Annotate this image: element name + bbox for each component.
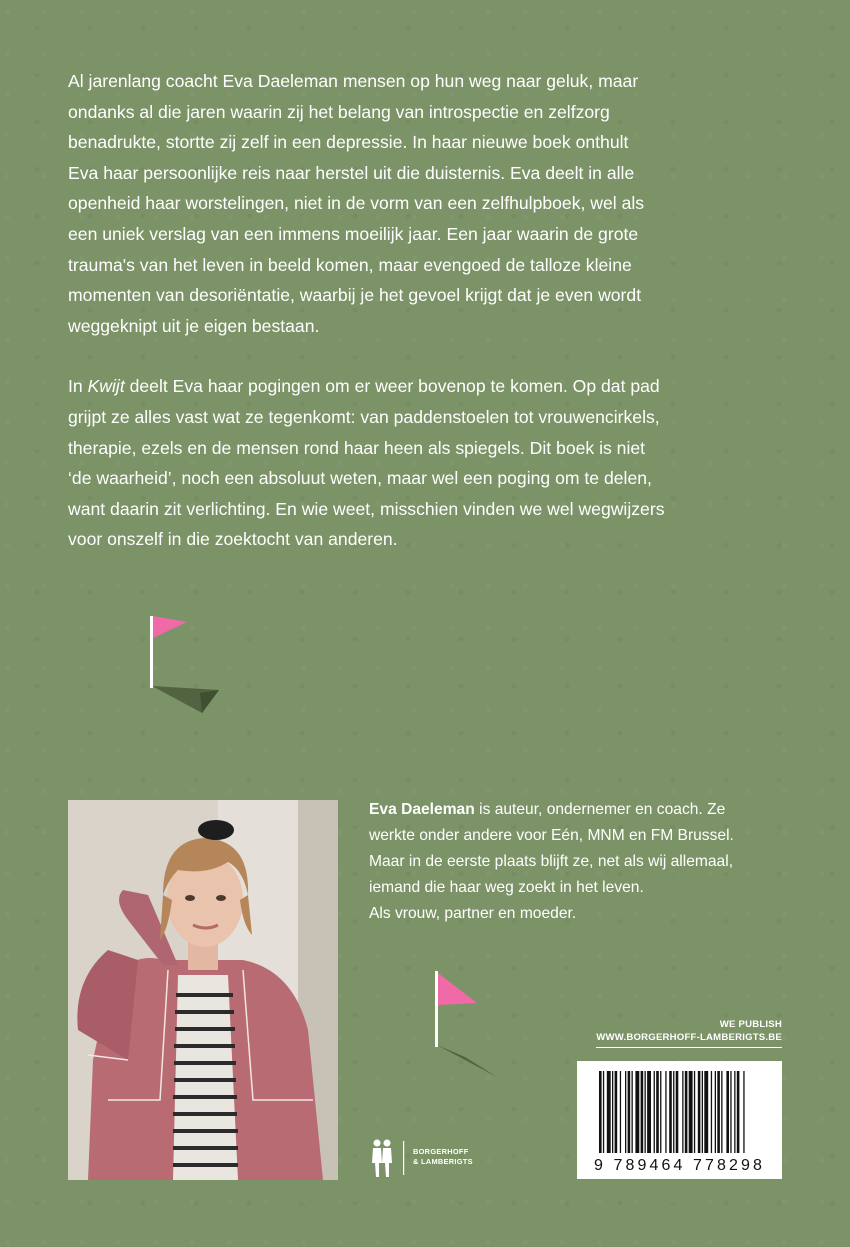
barcode-bar (654, 1071, 655, 1153)
blurb-line: openheid haar worstelingen, niet in de vorm van een zelfhulpboek, wel als (68, 193, 645, 214)
barcode-bar (698, 1071, 701, 1153)
divider (596, 1047, 782, 1048)
publisher-logo (365, 1137, 505, 1179)
bio-line: Als vrouw, partner en moeder. (369, 905, 577, 922)
barcode-bar (660, 1071, 661, 1153)
barcode-bar (603, 1071, 604, 1153)
blurb-line: therapie, ezels en de mensen rond haar heen als spiegels. Dit boek is niet (68, 437, 646, 458)
barcode-bar (676, 1071, 679, 1153)
barcode-bar (726, 1071, 729, 1153)
bio-line: Maar in de eerste plaats blijft ze, net als wij allemaal, (369, 853, 734, 870)
barcode-bar (737, 1071, 740, 1153)
blurb-line: benadrukte, stortte zij zelf in een depressie. In haar nieuwe boek onthult (68, 132, 629, 153)
publisher-info (596, 1018, 782, 1048)
barcode-bar (647, 1071, 651, 1153)
barcode-bar (615, 1071, 618, 1153)
flag-icon (425, 965, 515, 1085)
author-name: Eva Daeleman (369, 801, 475, 818)
blurb-in: In (68, 376, 88, 397)
blurb-paragraph-1 (68, 66, 788, 341)
barcode-bar (689, 1071, 693, 1153)
barcode-bar (632, 1071, 633, 1153)
publisher-name-line1: BORGERHOFF (413, 1147, 469, 1156)
publisher-name-line2: & LAMBERIGTS (413, 1156, 473, 1166)
barcode-bar (694, 1071, 695, 1153)
blurb-line: ondanks al die jaren waarin zij het belang van introspectie en zelfzorg (68, 101, 610, 122)
blurb-line: momenten van desoriëntatie, waarbij je het gevoel krijgt dat je even wordt (68, 285, 642, 306)
blurb-line: trauma's van het leven in beeld komen, maar evengoed de talloze kleine (68, 254, 632, 275)
barcode-bar (669, 1071, 672, 1153)
blurb-line: deelt Eva haar pogingen om er weer bovenop te komen. Op dat pad (124, 376, 660, 397)
publisher-tagline: WE PUBLISH (719, 1019, 782, 1030)
barcode-bar (599, 1071, 602, 1153)
blurb-line: Al jarenlang coacht Eva Daeleman mensen op hun weg naar geluk, maar (68, 71, 639, 91)
barcode-bar (612, 1071, 613, 1153)
book-blurb (68, 66, 788, 585)
blurb-line: grijpt ze alles vast wat ze tegenkomt: van paddenstoelen tot vrouwencirkels, (68, 406, 660, 427)
barcode-bar (620, 1071, 621, 1153)
bio-first-rest: is auteur, ondernemer en coach. Ze (474, 801, 726, 818)
barcode-bar (743, 1071, 744, 1153)
barcode-bar (711, 1071, 712, 1153)
bio-line: werkte onder andere voor Eén, MNM en FM Brussel. (369, 827, 734, 844)
barcode-bar (685, 1071, 688, 1153)
barcode-bar (673, 1071, 674, 1153)
blurb-line: want daarin zit verlichting. En wie weet, misschien vinden we wel wegwijzers (68, 498, 665, 519)
publisher-figures-icon (365, 1137, 409, 1179)
blurb-line: weggeknipt uit je eigen bestaan. (68, 315, 320, 336)
blurb-line: een uniek verslag van een immens moeilijk jaar. Een jaar waarin de grote (68, 223, 639, 244)
publisher-name (413, 1147, 473, 1166)
barcode-bar (704, 1071, 708, 1153)
barcode-bar (656, 1071, 659, 1153)
book-title: Kwijt (87, 376, 125, 397)
publisher-url[interactable]: WWW.BORGERHOFF-LAMBERIGTS.BE (596, 1032, 782, 1043)
barcode-bar (635, 1071, 639, 1153)
barcode-bar (734, 1071, 735, 1153)
barcode-bar (607, 1071, 611, 1153)
barcode (577, 1061, 782, 1179)
blurb-line: voor onszelf in die zoektocht van anderen. (68, 529, 398, 550)
barcode-bar (721, 1071, 722, 1153)
blurb-line: ‘de waarheid’, noch een absoluut weten, maar wel een poging om te delen, (68, 468, 652, 489)
author-bio (369, 797, 799, 927)
barcode-bar (715, 1071, 716, 1153)
barcode-bar (730, 1071, 731, 1153)
isbn-number: 9 789464 778298 (593, 1157, 766, 1174)
barcode-bar (717, 1071, 720, 1153)
blurb-paragraph-2 (68, 371, 788, 555)
barcode-bar (628, 1071, 631, 1153)
bio-line (369, 797, 799, 823)
author-photo (68, 800, 338, 1180)
barcode-bar (625, 1071, 626, 1153)
barcode-bar (645, 1071, 646, 1153)
barcode-bar (641, 1071, 644, 1153)
barcode-bar (665, 1071, 666, 1153)
barcode-bar (702, 1071, 703, 1153)
blurb-line: Eva haar persoonlijke reis naar herstel uit die duisternis. Eva deelt in alle (68, 162, 635, 183)
bio-line: iemand die haar weg zoekt in het leven. (369, 879, 644, 896)
barcode-bar (682, 1071, 683, 1153)
flag-icon (140, 610, 230, 725)
